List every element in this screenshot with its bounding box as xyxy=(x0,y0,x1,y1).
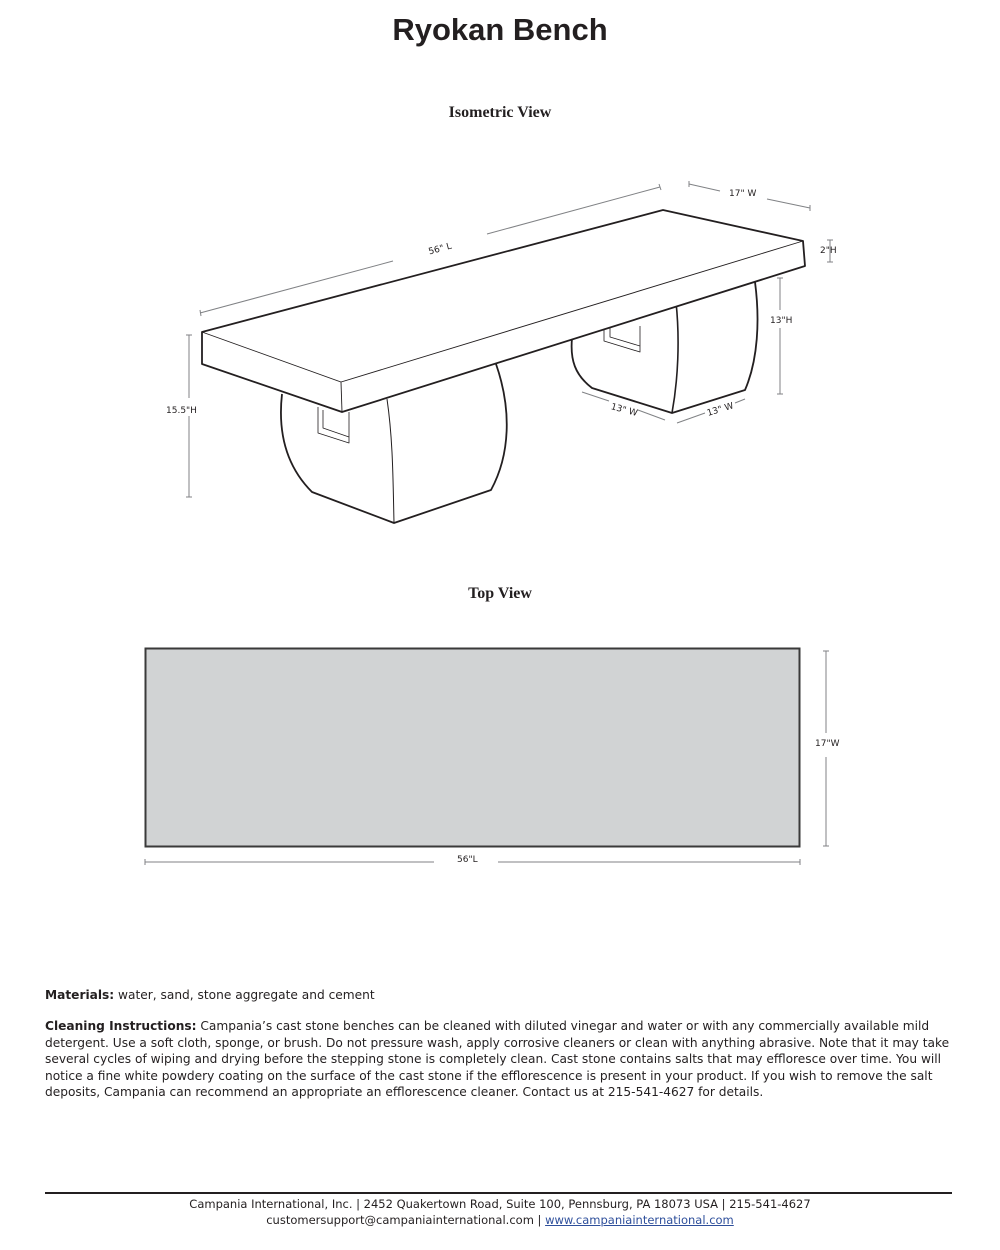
footer-email: customersupport@campaniainternational.com | xyxy=(266,1213,546,1227)
dim-leg-height-label: 13"H xyxy=(770,316,793,326)
top-view-heading: Top View xyxy=(468,585,532,602)
footer-address: Campania International, Inc. | 2452 Quakertown Road, Suite 100, Pennsburg, PA 18073 USA | 215-541-4627 xyxy=(189,1197,811,1211)
website-link[interactable]: www.campaniainternational.com xyxy=(545,1213,734,1227)
materials-label: Materials: xyxy=(45,988,115,1002)
top-width-label: 17"W xyxy=(815,739,840,749)
dim-top-thickness-label: 2"H xyxy=(820,246,837,256)
dim-length-label: 56" L xyxy=(427,241,453,258)
dim-leg-width-right-label: 13" W xyxy=(705,401,735,419)
page-title: Ryokan Bench xyxy=(392,12,608,47)
cleaning-text: Campania’s cast stone benches can be cleaned with diluted vinegar and water or with any commercially available mild detergent. Use a soft cloth, sponge, or brush. Do not pressure wash, apply corrosive cleaners or clean with anything abrasive. Note that it may take several cycles of wiping and drying before the stepping stone is completely clean. Cast stone contains salts that may effloresce over time. You will notice a fine white powdery coating on the surface of the cast stone if the efflorescence is present in your product. If you wish to remove the salt deposits, Campania can recommend an appropriate an efflorescence cleaner. Contact us at 215-541-4627 for details. xyxy=(45,1019,950,1099)
dim-total-height-label: 15.5"H xyxy=(166,406,197,416)
dim-width-label: 17" W xyxy=(729,189,757,199)
footer xyxy=(0,1196,1000,1228)
materials-text: water, sand, stone aggregate and cement xyxy=(114,988,375,1002)
cleaning-instructions-paragraph xyxy=(45,1018,955,1101)
cleaning-label: Cleaning Instructions: xyxy=(45,1019,197,1033)
bench-top-rectangle xyxy=(146,649,800,847)
footer-contact xyxy=(0,1212,1000,1228)
materials-paragraph xyxy=(45,987,955,1004)
dim-leg-width-left-label: 13" W xyxy=(609,402,639,419)
footer-divider xyxy=(45,1192,952,1194)
isometric-view-heading: Isometric View xyxy=(448,104,552,121)
top-length-label: 56"L xyxy=(457,855,478,865)
